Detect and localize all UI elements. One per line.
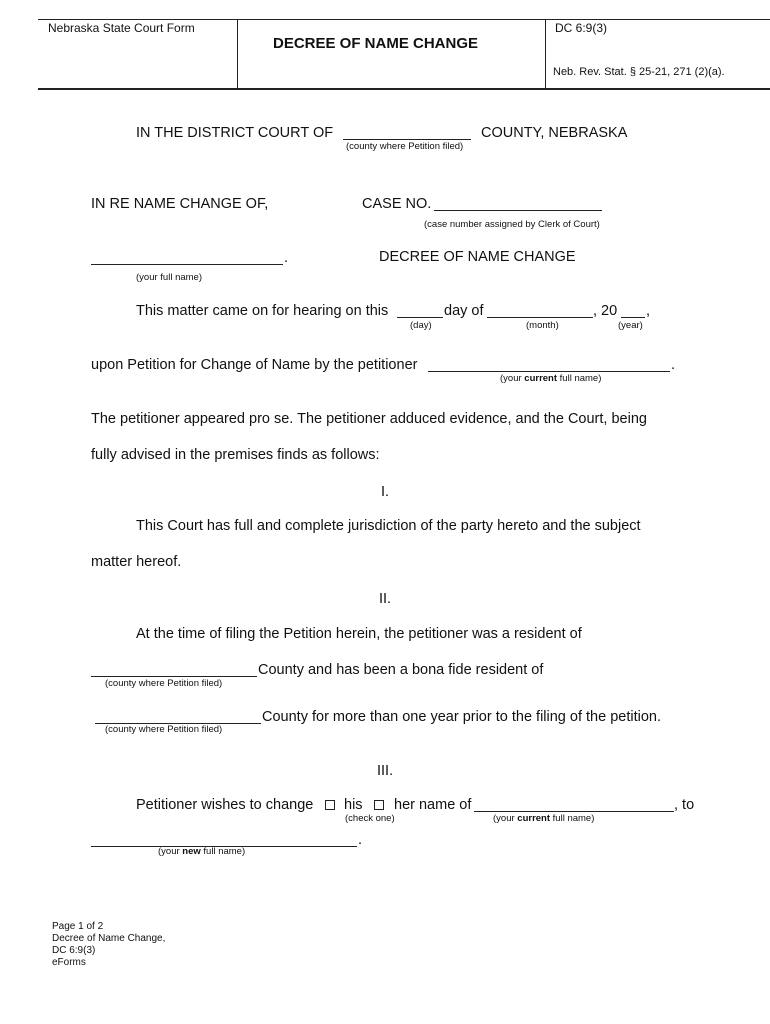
court-suffix: COUNTY, NEBRASKA: [481, 125, 628, 141]
in-re-label: IN RE NAME CHANGE OF,: [91, 196, 269, 212]
paragraph-3-line-1: At the time of filing the Petition herein, the petitioner was a resident of: [136, 626, 582, 642]
section-i-heading: I.: [381, 484, 390, 500]
case-no-label: CASE NO.: [362, 196, 432, 212]
month-hint: (month): [526, 320, 559, 331]
year-input-line[interactable]: [621, 317, 645, 318]
county-hint: (county where Petition filed): [346, 141, 464, 152]
hearing-comma: ,: [646, 303, 651, 319]
day-input-line[interactable]: [397, 317, 443, 318]
petitioner-current-name-line[interactable]: [428, 371, 670, 372]
section-ii-heading: II.: [379, 591, 392, 607]
paragraph-2-line-1: This Court has full and complete jurisdiction of the party hereto and the subject: [136, 518, 641, 534]
new-name-hint: (your new full name): [158, 846, 246, 857]
resident-county-line[interactable]: [91, 676, 257, 677]
full-name-input-line[interactable]: [91, 264, 283, 265]
statute-reference: Neb. Rev. Stat. § 25-21, 271 (2)(a).: [553, 66, 725, 78]
footer-page: Page 1 of 2: [52, 921, 104, 932]
header-top-rule: [38, 19, 770, 20]
hearing-lead: This matter came on for hearing on this: [136, 303, 389, 319]
current-name-hint: (your current full name): [493, 813, 595, 824]
petitioner-name-hint: (your current full name): [500, 373, 602, 384]
footer-eforms: eForms: [52, 957, 86, 968]
paragraph-3-line-3: County for more than one year prior to the filing of the petition.: [262, 709, 661, 725]
footer-form-name: Decree of Name Change,: [52, 933, 166, 944]
petition-lead: upon Petition for Change of Name by the petitioner: [91, 357, 418, 373]
form-source-label: Nebraska State Court Form: [48, 21, 195, 35]
her-checkbox[interactable]: [374, 800, 384, 810]
case-number-hint: (case number assigned by Clerk of Court): [424, 219, 600, 230]
resident-county-hint: (county where Petition filed): [105, 678, 223, 689]
paragraph-2-line-2: matter hereof.: [91, 554, 182, 570]
footer-block: [52, 921, 165, 969]
day-of-label: day of: [444, 303, 484, 319]
paragraph-1-line-2: fully advised in the premises finds as follows:: [91, 447, 380, 463]
new-name-period: .: [358, 832, 363, 848]
to-label: , to: [674, 797, 695, 813]
header-divider-left: [237, 19, 238, 89]
case-number-input-line[interactable]: [434, 210, 602, 211]
current-name-line[interactable]: [474, 811, 674, 812]
check-one-hint: (check one): [345, 813, 395, 824]
his-label: his: [344, 797, 363, 813]
footer-form-number: DC 6:9(3): [52, 945, 96, 956]
petition-period: .: [671, 357, 676, 373]
his-checkbox[interactable]: [325, 800, 335, 810]
court-prefix: IN THE DISTRICT COURT OF: [136, 125, 334, 141]
paragraph-3-line-2: County and has been a bona fide resident of: [258, 662, 544, 678]
paragraph-1-line-1: The petitioner appeared pro se. The petitioner adduced evidence, and the Court, being: [91, 411, 647, 427]
bona-fide-county-hint: (county where Petition filed): [105, 724, 223, 735]
decree-title: DECREE OF NAME CHANGE: [379, 249, 576, 265]
year-hint: (year): [618, 320, 643, 331]
header-bottom-rule: [38, 88, 770, 90]
month-input-line[interactable]: [487, 317, 593, 318]
county-input-line[interactable]: [343, 139, 471, 140]
full-name-hint: (your full name): [136, 272, 202, 283]
year-prefix: , 20: [593, 303, 618, 319]
day-hint: (day): [410, 320, 432, 331]
header-divider-right: [545, 19, 546, 89]
full-name-period: .: [284, 250, 289, 266]
section-iii-heading: III.: [377, 763, 394, 779]
form-number: DC 6:9(3): [555, 21, 608, 35]
her-label: her name of: [394, 797, 472, 813]
change-lead: Petitioner wishes to change: [136, 797, 314, 813]
form-title: DECREE OF NAME CHANGE: [273, 35, 479, 52]
